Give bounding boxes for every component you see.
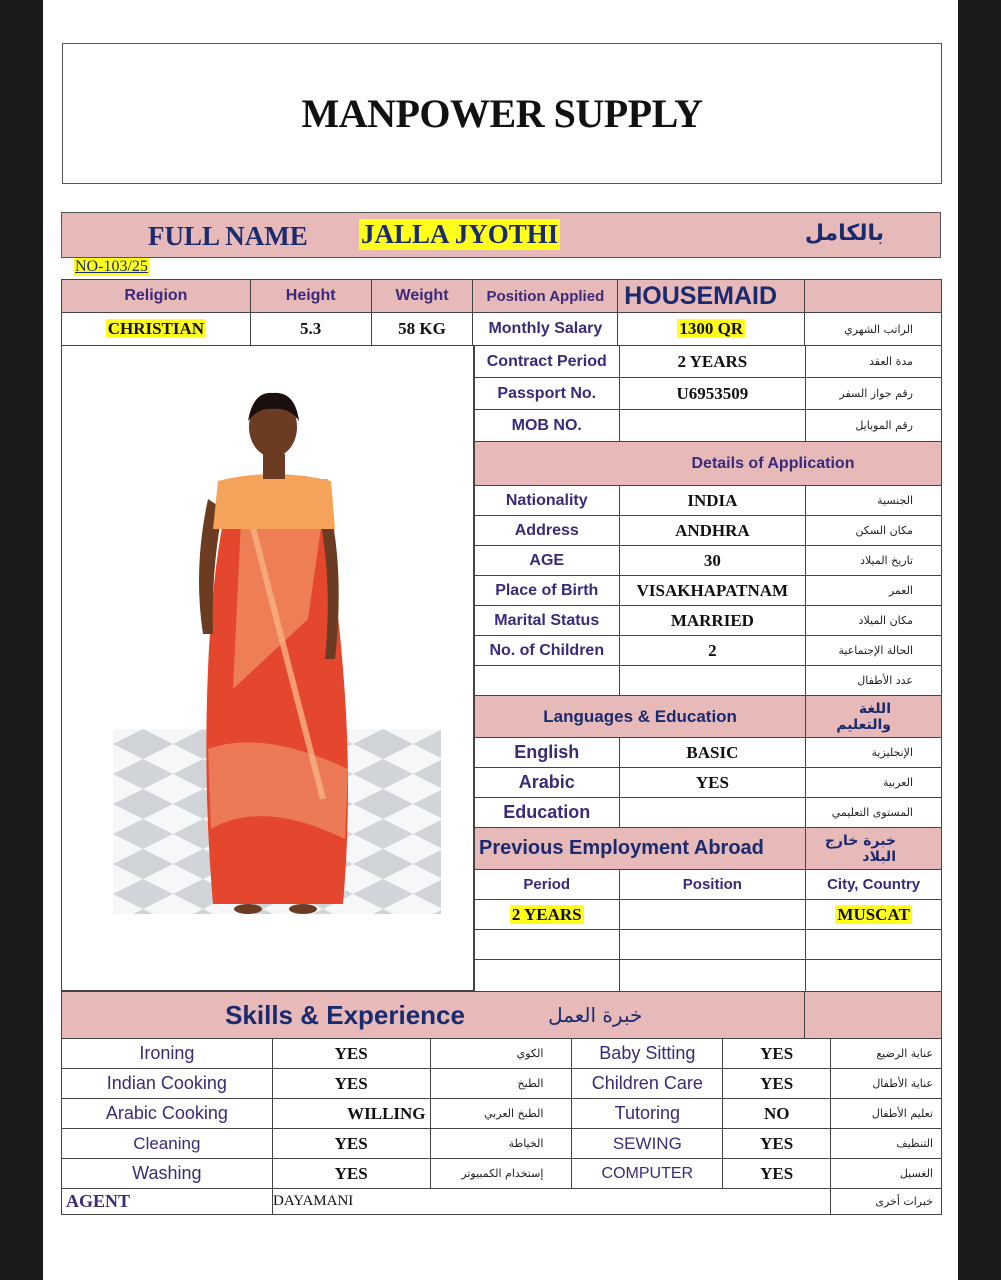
skill-tutoring: Tutoring — [572, 1099, 723, 1129]
skill-computer-value: YES — [723, 1159, 831, 1189]
children-label: No. of Children — [475, 636, 620, 666]
skill-baby-sitting-value: YES — [723, 1039, 831, 1069]
birth-place-value: VISAKHAPATNAM — [619, 576, 806, 606]
skill-baby-sitting: Baby Sitting — [572, 1039, 723, 1069]
skill-tutoring-value: NO — [723, 1099, 831, 1129]
address-value: ANDHRA — [619, 516, 806, 546]
skills-table — [61, 1038, 942, 1189]
empty-cell — [805, 280, 942, 313]
details-heading: Details of Application — [475, 442, 942, 486]
languages-heading: Languages & Education — [475, 696, 806, 738]
languages-heading-arabic: اللغة والتعليم — [806, 696, 942, 738]
salary-arabic: الراتب الشهري — [805, 313, 942, 346]
full-name-bar — [61, 212, 941, 258]
period-column-header: Period — [475, 870, 620, 900]
skills-heading-arabic: خبرة العمل — [548, 992, 805, 1039]
passport-value: U6953509 — [619, 378, 806, 410]
contract-table — [474, 345, 942, 994]
marital-status-value: MARRIED — [619, 606, 806, 636]
candidate-photo — [113, 369, 441, 914]
employment-period-3 — [475, 960, 620, 994]
skill-washing: Washing — [62, 1159, 273, 1189]
skill-cleaning: Cleaning — [62, 1129, 273, 1159]
details-blank-label — [475, 666, 620, 696]
title-box — [62, 43, 942, 184]
birth-place-label: Place of Birth — [475, 576, 620, 606]
contract-period-arabic: مدة العقد — [806, 346, 942, 378]
full-name-label: FULL NAME — [148, 221, 308, 251]
employment-heading: Previous Employment Abroad — [475, 828, 806, 870]
skills-heading: Skills & Experience — [62, 992, 549, 1039]
weight-label: Weight — [371, 280, 473, 313]
nationality-value: INDIA — [619, 486, 806, 516]
height-label: Height — [250, 280, 371, 313]
agent-arabic: خبرات أخرى — [831, 1189, 942, 1215]
skill-tutoring-arabic: تعليم الأطفال — [831, 1099, 942, 1129]
skill-washing-arabic: إستخدام الكمبيوتر — [430, 1159, 572, 1189]
details-blank-arabic: عدد الأطفال — [806, 666, 942, 696]
skills-heading-table — [61, 991, 942, 1039]
contract-period-value: 2 YEARS — [619, 346, 806, 378]
employment-city-2 — [806, 930, 942, 960]
skill-indian-cooking: Indian Cooking — [62, 1069, 273, 1099]
employment-heading-arabic: خبرة خارج البلاد — [806, 828, 942, 870]
skills-heading-empty — [805, 992, 942, 1039]
passport-arabic: رقم جواز السفر — [806, 378, 942, 410]
education-label: Education — [475, 798, 620, 828]
skill-indian-cooking-value: YES — [272, 1069, 430, 1099]
marital-status-arabic: مكان الميلاد — [806, 606, 942, 636]
skill-cleaning-arabic: الخياطة — [430, 1129, 572, 1159]
skill-children-care-arabic: عناية الأطفال — [831, 1069, 942, 1099]
skill-baby-sitting-arabic: عناية الرضيع — [831, 1039, 942, 1069]
children-value: 2 — [619, 636, 806, 666]
details-blank-value — [619, 666, 806, 696]
salary-value: 1300 QR — [618, 313, 805, 346]
page-title: MANPOWER SUPPLY — [301, 91, 703, 136]
arabic-label: Arabic — [475, 768, 620, 798]
employment-position-3 — [619, 960, 806, 994]
skill-arabic-cooking-value: WILLING — [272, 1099, 430, 1129]
agent-value: DAYAMANI — [273, 1189, 831, 1215]
skill-ironing-value: YES — [272, 1039, 430, 1069]
employment-period: 2 YEARS — [475, 900, 620, 930]
skill-sewing-arabic: التنظيف — [831, 1129, 942, 1159]
english-label: English — [475, 738, 620, 768]
height-value: 5.3 — [250, 313, 371, 346]
reference-number: NO-103/25 — [75, 258, 148, 275]
weight-value: 58 KG — [371, 313, 473, 346]
english-arabic: الإنجليزية — [806, 738, 942, 768]
skill-arabic-cooking: Arabic Cooking — [62, 1099, 273, 1129]
mobile-arabic: رقم الموبايل — [806, 410, 942, 442]
contract-period-label: Contract Period — [475, 346, 620, 378]
skill-children-care-value: YES — [723, 1069, 831, 1099]
employment-city-3 — [806, 960, 942, 994]
skill-children-care: Children Care — [572, 1069, 723, 1099]
passport-label: Passport No. — [475, 378, 620, 410]
skill-ironing-arabic: الكوي — [430, 1039, 572, 1069]
age-arabic: تاريخ الميلاد — [806, 546, 942, 576]
city-column-header: City, Country — [806, 870, 942, 900]
employment-city: MUSCAT — [806, 900, 942, 930]
skill-sewing: SEWING — [572, 1129, 723, 1159]
skill-arabic-cooking-arabic: الطبخ العربي — [430, 1099, 572, 1129]
education-arabic: المستوى التعليمي — [806, 798, 942, 828]
salary-label: Monthly Salary — [473, 313, 618, 346]
religion-label: Religion — [62, 280, 251, 313]
education-value — [619, 798, 806, 828]
nationality-label: Nationality — [475, 486, 620, 516]
skill-indian-cooking-arabic: الطبخ — [430, 1069, 572, 1099]
skill-computer: COMPUTER — [572, 1159, 723, 1189]
age-value: 30 — [619, 546, 806, 576]
application-form — [43, 0, 958, 1280]
children-arabic: الحالة الإجتماعية — [806, 636, 942, 666]
full-name-arabic: بالكامل — [804, 221, 884, 246]
skill-cleaning-value: YES — [272, 1129, 430, 1159]
address-label: Address — [475, 516, 620, 546]
basic-info-table — [61, 279, 942, 346]
employment-position — [619, 900, 806, 930]
english-value: BASIC — [619, 738, 806, 768]
nationality-arabic: الجنسية — [806, 486, 942, 516]
mobile-value — [619, 410, 806, 442]
employment-position-2 — [619, 930, 806, 960]
skill-computer-arabic: الغسيل — [831, 1159, 942, 1189]
position-applied-value: HOUSEMAID — [618, 280, 805, 313]
arabic-value: YES — [619, 768, 806, 798]
position-applied-label: Position Applied — [473, 280, 618, 313]
address-arabic: مكان السكن — [806, 516, 942, 546]
arabic-arabic: العربية — [806, 768, 942, 798]
agent-table — [61, 1188, 942, 1215]
employment-period-2 — [475, 930, 620, 960]
agent-label: AGENT — [62, 1189, 273, 1215]
full-name-value: JALLA JYOTHI — [361, 219, 559, 249]
mobile-label: MOB NO. — [475, 410, 620, 442]
age-label: AGE — [475, 546, 620, 576]
marital-status-label: Marital Status — [475, 606, 620, 636]
skill-sewing-value: YES — [723, 1129, 831, 1159]
position-column-header: Position — [619, 870, 806, 900]
birth-place-arabic: العمر — [806, 576, 942, 606]
skill-washing-value: YES — [272, 1159, 430, 1189]
religion-value: CHRISTIAN — [62, 313, 251, 346]
skill-ironing: Ironing — [62, 1039, 273, 1069]
